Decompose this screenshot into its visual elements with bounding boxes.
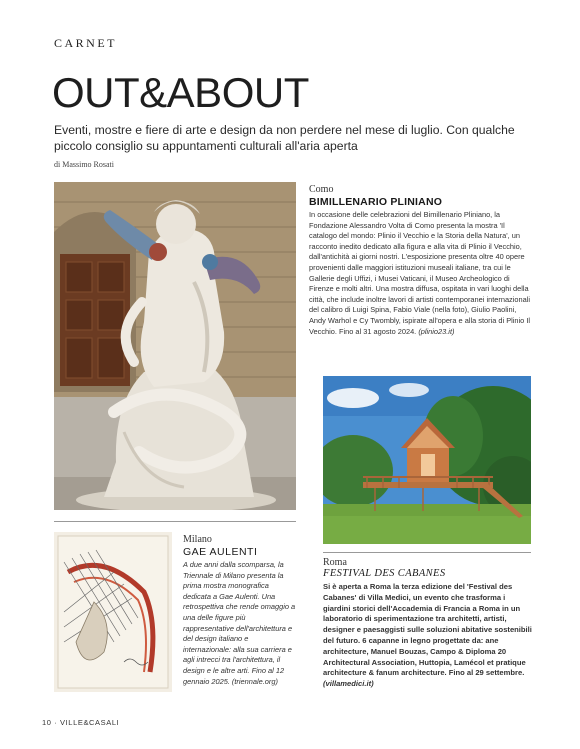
como-city-label: Como [309, 184, 334, 195]
roma-body: Si è aperta a Roma la terza edizione del 'Festival des Cabanes' di Villa Medici, un evento che trasforma i giardini storici dell'Accademia di Francia a Roma in un laboratorio di sperimentazione tra architetti, artisti, designer e paesaggisti sulle soluzioni abitative sostenibili del futuro. 6 capanne in legno progettate da: ane architecture, Manuel Bouzas, Campo & Diploma 20 Architectural Association, Huttopia, Lamécol et pratique architecture & fanum architecture. Fino al 29 settembre. [323, 582, 532, 678]
como-source-link[interactable]: (plinio23.it) [418, 326, 455, 336]
roma-divider [323, 552, 531, 553]
milano-city-label: Milano [183, 534, 212, 545]
roma-source-link[interactable]: (villamedici.it) [323, 679, 374, 689]
section-kicker: CARNET [54, 36, 117, 50]
page-subtitle: Eventi, mostre e fiere di arte e design da non perdere nel mese di luglio. Con qualche piccolo consiglio su appuntamenti culturali all'aria aperta [54, 123, 515, 153]
gae-aulenti-sketch [54, 532, 172, 692]
como-headline: BIMILLENARIO PLINIANO [309, 196, 443, 208]
milano-divider [54, 521, 296, 522]
page-folio: 10 · VILLE&CASALI [42, 718, 120, 727]
page-title: OUT&ABOUT [52, 69, 309, 116]
roma-body-text [323, 582, 533, 690]
milano-body-text: A due anni dalla scomparsa, la Triennale di Milano presenta la prima mostra monografica dedicata a Gae Aulenti. Una retrospettiva che rende omaggio a una delle figure più rappresentative dell'architettura e del design italiano e internazionale: alla sua carriera e agli intrecci tra l'architettura, il design e le altre arti. Fino al 12 gennaio 2025. (triennale.org) [183, 560, 296, 686]
milano-headline: GAE AULENTI [183, 546, 258, 558]
como-body: In occasione delle celebrazioni del Bimillenario Pliniano, la Fondazione Alessandro Volta di Como presenta la mostra 'Il catalogo del mondo: Plinio il Vecchio e la Storia della Natura', un racconto inedito dedicato alla figura e alla vita di Plinio il Vecchio, dall'antichità ai giorni nostri. L'esposizione presenta oltre 40 opere provenienti dalle maggiori istituzioni museali italiane, tra cui le Gallerie degli Uffizi, i Musei Vaticani, il Museo Archeologico di Firenze e molti altri. Una mostra diffusa, ospitata in vari luoghi della città, che include inoltre lavori di artisti contemporanei internazionali del calibro di Luigi Spina, Fabio Viale (nella foto), Giulio Paolini, Andy Warhol e Cy Twombly, ispirate all'opera e alla storia di Plinio Il Vecchio. Fino al 31 agosto 2024. [309, 210, 531, 336]
statue-photo [54, 182, 296, 510]
byline: di Massimo Rosati [54, 160, 115, 169]
como-body-text [309, 210, 531, 337]
roma-city-label: Roma [323, 557, 347, 568]
cabin-photo [323, 376, 531, 544]
roma-headline: FESTIVAL DES CABANES [323, 568, 446, 579]
